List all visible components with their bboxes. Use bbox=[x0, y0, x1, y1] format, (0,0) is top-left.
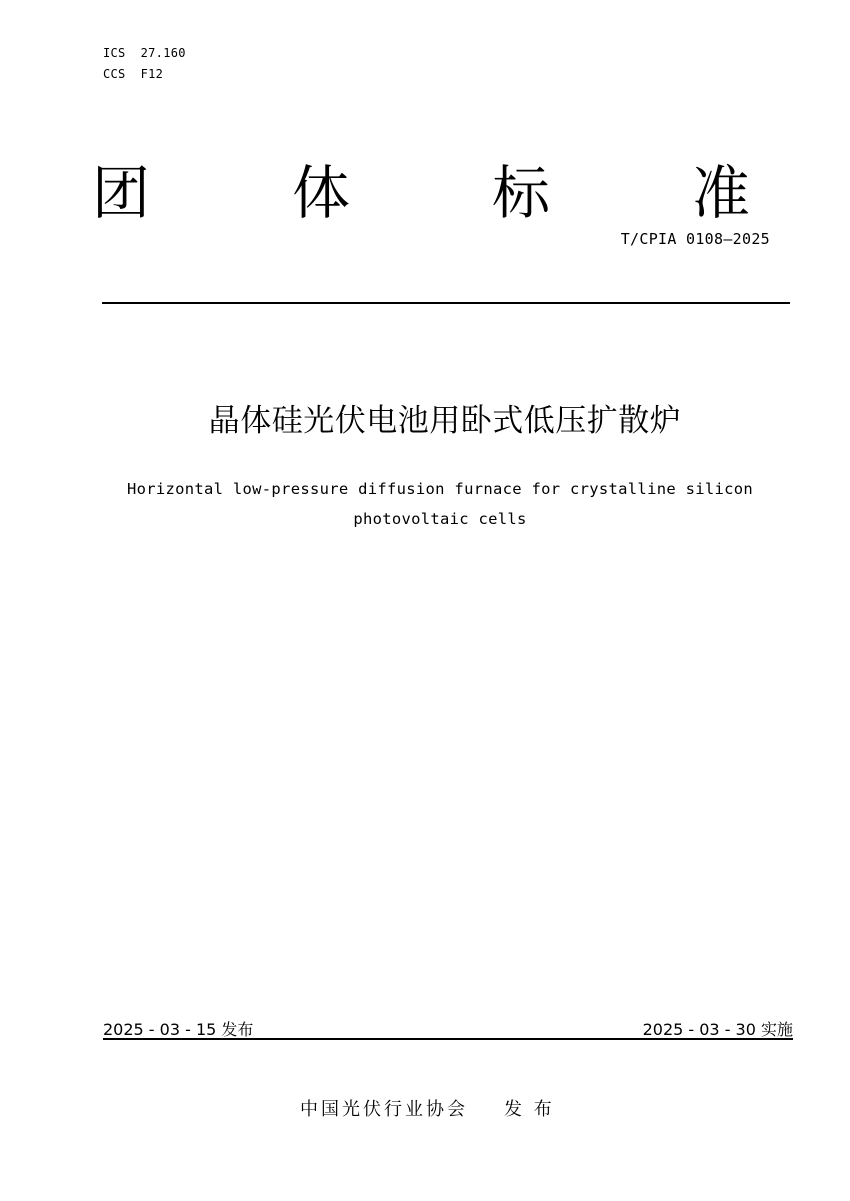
issue-date: 2025 - 03 - 15 发布 bbox=[103, 1020, 254, 1039]
standard-type-char-3: 标 bbox=[492, 159, 551, 227]
standard-type-char-2: 体 bbox=[292, 159, 351, 227]
publisher-action: 发 布 bbox=[504, 1099, 555, 1120]
publisher-name: 中国光伏行业协会 bbox=[300, 1099, 468, 1120]
bottom-divider bbox=[103, 1038, 793, 1040]
standard-type-char-4: 准 bbox=[692, 159, 751, 227]
standard-type-char-1: 团 bbox=[92, 159, 151, 227]
ics-code: ICS 27.160 bbox=[103, 46, 186, 60]
classification-codes bbox=[103, 43, 186, 85]
title-english-line-2: photovoltaic cells bbox=[353, 510, 527, 528]
standard-type-heading bbox=[92, 158, 772, 228]
publisher-line bbox=[300, 1095, 555, 1121]
ccs-code: CCS F12 bbox=[103, 67, 164, 81]
top-divider bbox=[102, 302, 790, 304]
implementation-date: 2025 - 03 - 30 实施 bbox=[642, 1020, 793, 1039]
title-english-line-1: Horizontal low-pressure diffusion furnace for crystalline silicon bbox=[126, 480, 754, 498]
title-english bbox=[100, 474, 780, 534]
standard-number: T/CPIA 0108—2025 bbox=[620, 230, 770, 248]
title-chinese: 晶体硅光伏电池用卧式低压扩散炉 bbox=[208, 403, 682, 439]
